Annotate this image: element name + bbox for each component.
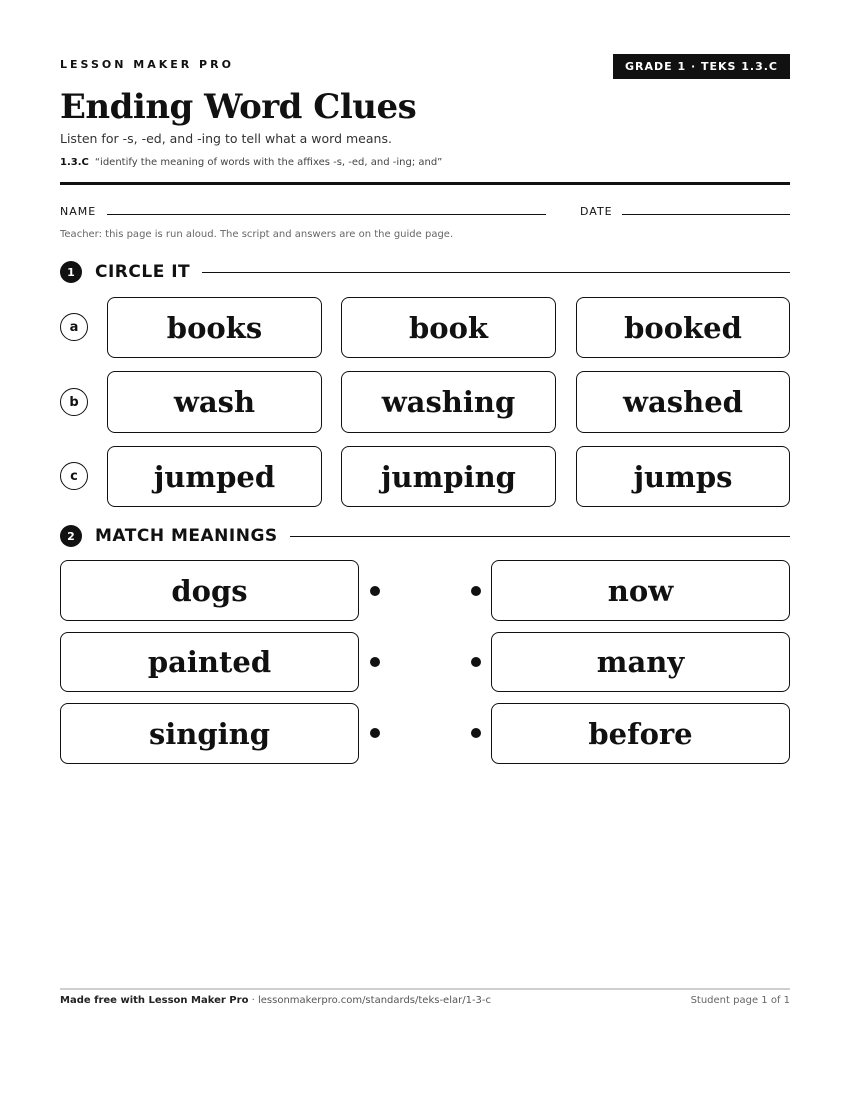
row-letter-b: b xyxy=(60,388,88,416)
match-dot-right[interactable] xyxy=(471,586,481,596)
grade-badge: GRADE 1 · TEKS 1.3.C xyxy=(613,54,790,79)
row-letter-a: a xyxy=(60,313,88,341)
footer-credit xyxy=(60,995,491,1006)
word-choice-wash[interactable]: wash xyxy=(107,371,322,433)
section-match-meanings-header xyxy=(60,525,790,547)
word-choice-washed[interactable]: washed xyxy=(576,371,790,433)
page-title: Ending Word Clues xyxy=(60,87,417,127)
footer-divider xyxy=(60,988,790,990)
word-choice-books[interactable]: books xyxy=(107,297,322,358)
word-choice-washing[interactable]: washing xyxy=(341,371,556,433)
match-right-now[interactable]: now xyxy=(491,560,790,621)
row-letter-c: c xyxy=(60,462,88,490)
section-rule xyxy=(202,272,790,273)
match-left-singing[interactable]: singing xyxy=(60,703,359,764)
section-number: 2 xyxy=(60,525,82,547)
page-subtitle: Listen for -s, -ed, and -ing to tell what a word means. xyxy=(60,131,392,146)
match-dot-right[interactable] xyxy=(471,657,481,667)
word-choice-jumping[interactable]: jumping xyxy=(341,446,556,507)
date-write-line xyxy=(622,214,790,215)
date-label: DATE xyxy=(580,205,613,218)
match-left-painted[interactable]: painted xyxy=(60,632,359,692)
match-right-many[interactable]: many xyxy=(491,632,790,692)
match-dot-left[interactable] xyxy=(370,657,380,667)
footer-url[interactable]: · lessonmakerpro.com/standards/teks-elar/1-3-c xyxy=(248,995,492,1006)
match-left-dogs[interactable]: dogs xyxy=(60,560,359,621)
section-title: CIRCLE IT xyxy=(95,262,191,282)
header-divider xyxy=(60,182,790,185)
standard-line xyxy=(60,157,442,168)
brand-name: LESSON MAKER PRO xyxy=(60,58,234,71)
name-write-line xyxy=(107,214,546,215)
section-number: 1 xyxy=(60,261,82,283)
section-circle-it-header xyxy=(60,261,790,283)
word-choice-jumped[interactable]: jumped xyxy=(107,446,322,507)
match-dot-left[interactable] xyxy=(370,728,380,738)
footer-page-number: Student page 1 of 1 xyxy=(690,995,790,1006)
standard-code: 1.3.C xyxy=(60,157,89,168)
section-title: MATCH MEANINGS xyxy=(95,526,278,546)
teacher-note: Teacher: this page is run aloud. The script and answers are on the guide page. xyxy=(60,229,454,240)
footer-made-with: Made free with Lesson Maker Pro xyxy=(60,995,249,1006)
match-right-before[interactable]: before xyxy=(491,703,790,764)
word-choice-booked[interactable]: booked xyxy=(576,297,790,358)
standard-text: “identify the meaning of words with the affixes -s, -ed, and -ing; and” xyxy=(94,157,443,168)
match-dot-right[interactable] xyxy=(471,728,481,738)
match-dot-left[interactable] xyxy=(370,586,380,596)
name-label: NAME xyxy=(60,205,97,218)
word-choice-book[interactable]: book xyxy=(341,297,556,358)
word-choice-jumps[interactable]: jumps xyxy=(576,446,790,507)
section-rule xyxy=(290,536,790,537)
